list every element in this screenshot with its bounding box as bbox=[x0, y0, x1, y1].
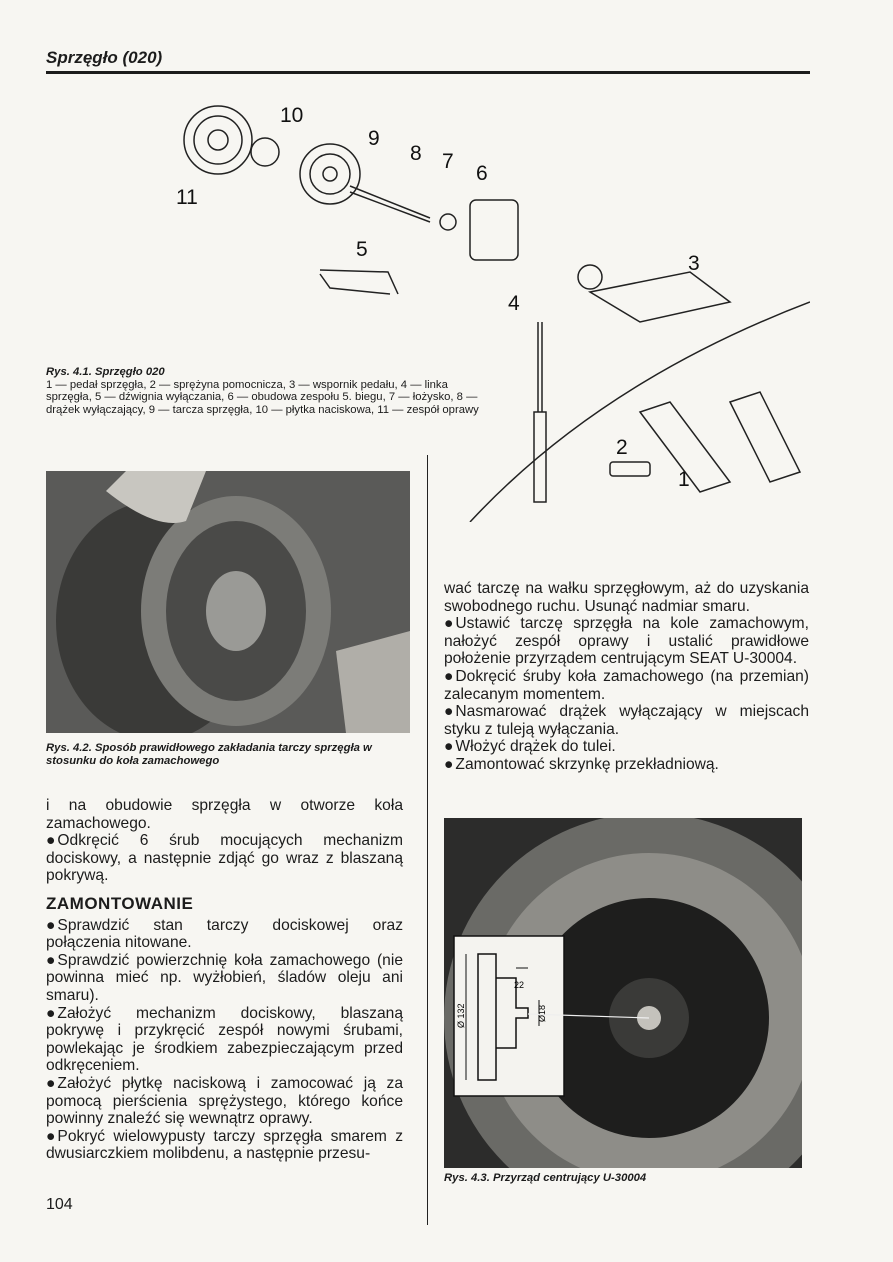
fig-label-11: 11 bbox=[176, 186, 198, 209]
left-bullet-paragraph: ● Założyć płytkę naciskową i zamocować ją za pomocą pierścienia sprężystego, którego końce powinny znaleźć się wewnątrz oprawy. bbox=[46, 1074, 403, 1128]
left-bullet-paragraph: ● Odkręcić 6 śrub mocujących mechanizm dociskowy, a następnie zdjąć go wraz z blaszaną pokrywą. bbox=[46, 832, 403, 885]
section-heading: ZAMONTOWANIE bbox=[46, 893, 194, 913]
bullet-icon: ● bbox=[444, 703, 454, 721]
fig-label-8: 8 bbox=[410, 142, 422, 165]
right-bullet-paragraph: ● Nasmarować drążek wyłączający w miejscach styku z tuleją wyłączania. bbox=[444, 703, 809, 738]
right-bullet-paragraph: ● Włożyć drążek do tulei. bbox=[444, 738, 616, 756]
left-bullet-paragraph: ● Sprawdzić powierzchnię koła zamachowego (nie powinna mieć np. wyżłobień, śladów oleju ani smaru). bbox=[46, 951, 403, 1004]
bullet-icon: ● bbox=[46, 951, 56, 969]
left-bullet-paragraph: ● Pokryć wielowypusty tarczy sprzęgła smarem z dwusiarczkiem molibdenu, a następnie przesu- bbox=[46, 1127, 403, 1163]
left-paragraph: i na obudowie sprzęgła w otworze koła zamachowego. bbox=[46, 797, 403, 832]
fig-label-3: 3 bbox=[688, 252, 700, 275]
bullet-icon: ● bbox=[46, 1127, 56, 1145]
right-bullet-paragraph: ● Ustawić tarczę sprzęgła na kole zamachowym, nałożyć zespół oprawy i ustalić prawidłowe położenie przyrządem centrującym SEAT U-30004. bbox=[444, 615, 809, 668]
fig-label-7: 7 bbox=[442, 150, 454, 173]
figure1-caption-title: Rys. 4.1. Sprzęgło 020 bbox=[46, 366, 165, 378]
bullet-icon: ● bbox=[444, 615, 454, 633]
left-text-column bbox=[46, 797, 403, 1163]
figure1-caption-text: 1 — pedał sprzęgła, 2 — sprężyna pomocnicza, 3 — wspornik pedału, 4 — linka sprzęgła, 5 — dźwignia wyłączania, 6 — obudowa zespołu 5. biegu, 7 — łożysko, 8 — drążek wyłączający, 9 — tarcza sprzęgła, 10 — płytka naciskowa, 11 — zespół oprawy bbox=[46, 378, 479, 416]
left-bullet-paragraph: ● Sprawdzić stan tarczy dociskowej oraz połączenia nitowane. bbox=[46, 916, 403, 952]
fig-label-6: 6 bbox=[476, 162, 488, 185]
right-paragraph: wać tarczę na wałku sprzęgłowym, aż do uzyskania swobodnego ruchu. Usunąć nadmiar smaru. bbox=[444, 580, 809, 615]
clutch-install-photo bbox=[46, 471, 410, 733]
right-bullet-paragraph: ● Dokręcić śruby koła zamachowego (na przemian) zalecanym momentem. bbox=[444, 667, 809, 703]
fig-label-1: 1 bbox=[678, 468, 690, 491]
fig-label-9: 9 bbox=[368, 127, 380, 150]
bullet-icon: ● bbox=[46, 1074, 56, 1092]
bullet-icon: ● bbox=[444, 755, 454, 773]
column-divider bbox=[427, 455, 428, 1225]
bullet-icon: ● bbox=[46, 1004, 56, 1022]
centering-tool-photo bbox=[444, 818, 802, 1168]
dim-large-label: Ø 132 bbox=[456, 1003, 466, 1028]
clutch-exploded-diagram bbox=[170, 82, 810, 522]
right-text-column bbox=[444, 580, 809, 774]
left-bullet-paragraph: ● Założyć mechanizm dociskowy, blaszaną pokrywę i przykręcić zespół nowymi śrubami, powlekając je środkiem zabezpieczającym przed odkręceniem. bbox=[46, 1004, 403, 1075]
bullet-icon: ● bbox=[46, 832, 56, 850]
bullet-icon: ● bbox=[46, 916, 56, 934]
dim-small-label: Ø18 bbox=[537, 1004, 547, 1022]
bullet-icon: ● bbox=[444, 667, 454, 685]
right-bullet-paragraph: ● Zamontować skrzynkę przekładniową. bbox=[444, 755, 719, 773]
header-rule bbox=[46, 71, 810, 74]
fig-label-4: 4 bbox=[508, 292, 520, 315]
fig-label-2: 2 bbox=[616, 436, 628, 459]
figure3-caption: Rys. 4.3. Przyrząd centrujący U-30004 bbox=[444, 1172, 647, 1184]
bullet-icon: ● bbox=[444, 738, 454, 756]
page-header-title: Sprzęgło (020) bbox=[46, 48, 163, 67]
page-number: 104 bbox=[46, 1196, 73, 1213]
figure2-caption: Rys. 4.2. Sposób prawidłowego zakładania tarczy sprzęgła w stosunku do koła zamachowego bbox=[46, 742, 372, 767]
fig-label-10: 10 bbox=[280, 104, 304, 127]
dim-width-label: 22 bbox=[514, 980, 525, 990]
figure1-caption bbox=[46, 366, 496, 416]
fig-label-5: 5 bbox=[356, 238, 368, 261]
